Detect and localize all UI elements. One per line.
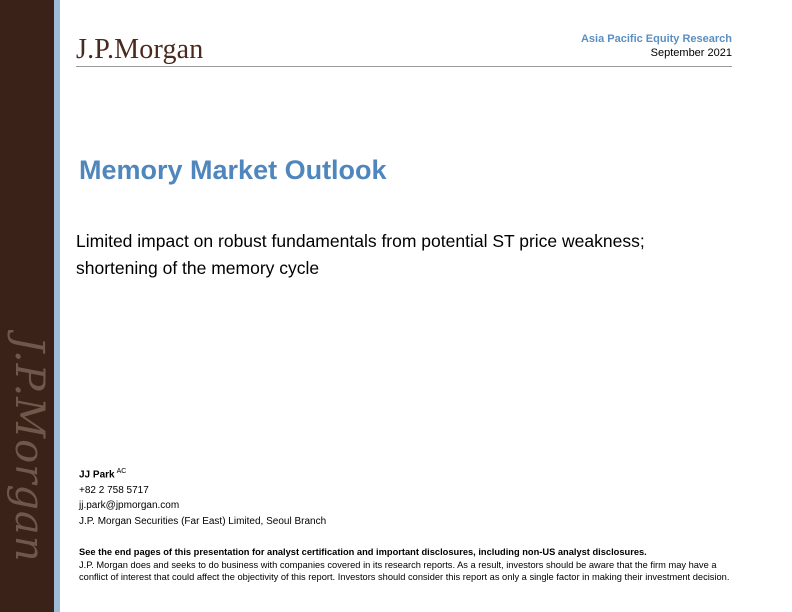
author-name: JJ Park [79, 469, 115, 481]
department-label: Asia Pacific Equity Research [580, 33, 732, 45]
subtitle-line-1: Limited impact on robust fundamentals from potential ST price weakness; [76, 231, 645, 251]
report-title: Memory Market Outlook [79, 155, 387, 185]
header-divider [76, 66, 732, 67]
author-superscript: AC [116, 468, 127, 475]
disclaimer-bold-line: See the end pages of this presentation for analyst certification and important disclosures, including non-US analyst disclosures. [79, 547, 647, 557]
subtitle-line-2: shortening of the memory cycle [76, 258, 320, 278]
watermark-logo-text: J.P.Morgan [6, 336, 52, 563]
report-date: September 2021 [650, 47, 732, 59]
disclaimer-block [79, 546, 739, 584]
author-email[interactable]: jj.park@jpmorgan.com [79, 500, 180, 512]
sidebar-stripe [54, 0, 60, 612]
report-subtitle [76, 228, 716, 282]
company-logo: J.P.Morgan [76, 34, 204, 65]
sidebar-watermark [2, 330, 54, 570]
author-block [79, 464, 326, 529]
header-meta [581, 32, 732, 60]
author-branch: J.P. Morgan Securities (Far East) Limited, Seoul Branch [79, 515, 327, 527]
author-phone: +82 2 758 5717 [79, 484, 149, 496]
disclaimer-text: J.P. Morgan does and seeks to do business with companies covered in its research reports. As a result, investors should be aware that the firm may have a conflict of interest that could affect the objectivity of this report. Investors should consider this report as only a single factor in making their investment decision. [79, 559, 730, 582]
